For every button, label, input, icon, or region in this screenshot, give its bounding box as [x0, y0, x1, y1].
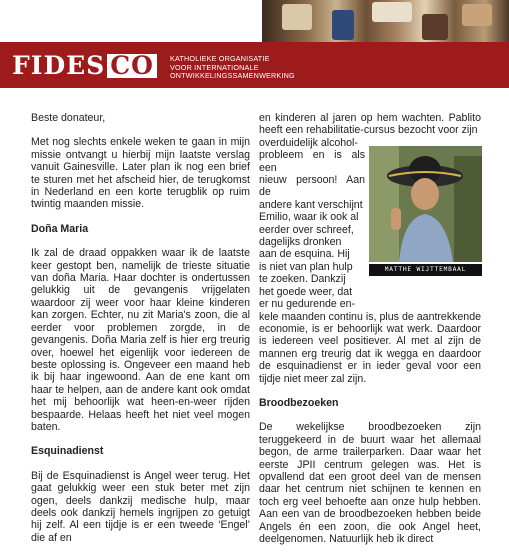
section-heading-broodbezoeken: Broodbezoeken — [259, 396, 339, 409]
org-line-3: ONTWIKKELINGSSAMENWERKING — [170, 71, 295, 81]
wrap-line: eerder over schreef, — [259, 223, 354, 236]
fidesco-logo — [12, 51, 157, 80]
intro-paragraph: Met nog slechts enkele weken te gaan in mijn missie ontvangt u hierbij mijn laatste verslag vanuit Gainesville. Later plan ik nog een brief te sturen met het afscheid hier, de terugkomst in Nederland en een korte terugblik op ruim twintig maanden missie. — [31, 136, 250, 211]
wrap-line: is niet van plan hulp — [259, 260, 353, 273]
left-column — [31, 112, 250, 556]
wrap-line: probleem en is als een — [259, 149, 365, 174]
portrait-image — [369, 146, 482, 262]
section-heading-dona-maria: Doña Maria — [31, 222, 89, 235]
portrait-photo — [369, 146, 482, 276]
photo-caption: MATTHE WIJTTEMBAAL — [369, 264, 482, 276]
right-column-top-text: en kinderen al jaren op hem wachten. Pablito heeft een rehabilitatie-cursus bezocht voor zijn — [259, 112, 481, 137]
broodbezoeken-paragraph: De wekelijkse broodbezoeken zijn teruggekeerd in de buurt waar het allemaal begon, de arme trailerparken. Daar waar het eerste JPII centrum gelegen was. Het is opvallend dat een groot deel van de mensen daar het centrum niet schijnen te kennen en toch erg veel behoefte aan onze hulp hebben. Aan een van de broodbezoeken hebben beide Angels én een zoon, die ook Angel heet, deelgenomen. Natuurlijk heb ik direct — [259, 421, 481, 545]
esquina-continuation-paragraph: kele maanden continu is, plus de aantrekkende economie, is er behoorlijk wat werk. Daardoor is iedereen veel positiever. Al met al zijn de mannen erg treurig dat ik wegga en daardoor de esquinadienst er in ieder geval voor een tijdje niet meer zal zijn. — [259, 310, 481, 385]
esquinadienst-paragraph: Bij de Esquinadienst is Angel weer terug. Het gaat gelukkig weer een stuk beter met zijn ogen, deels dankzij medische hulp, maar deels ook dankzij hemels ingrijpen zo getuigt hij zelf. Al een tijdje is er een tweede ‘Engel’ die af en — [31, 469, 250, 544]
wrap-line: aan de esquina. Hij — [259, 248, 350, 261]
header-photo — [262, 0, 509, 42]
org-line-1: KATHOLIEKE ORGANISATIE — [170, 54, 270, 63]
org-line-2: VOOR INTERNATIONALE — [170, 62, 259, 72]
dona-maria-paragraph: Ik zal de draad oppakken waar ik de laatste keer gestopt ben, namelijk de trieste situatie van doña Maria. Haar dochter is ondertussen gelukkig uit de gevangenis vrijgelaten waardoor zij weer voor haar kleine kinderen kan zorgen. Echter, nu zit Maria's zoon, die al eerder voor problemen zorgde, in de gevangenis. Doña Maria zelf is hier erg treurig over, hoewel het eigenlijk voor iedereen de beste oplossing is. Ongeveer een maand heb ik bij haar ingewoond. Aan de ene kant om haar te helpen, aan de andere kant ook omdat het mij behoorlijk wat heen-en-weer rijden bespaarde. Helaas heeft het niet veel mogen baten. — [31, 247, 250, 433]
wrap-line: nieuw persoon! Aan de — [259, 174, 365, 199]
organisation-subtitle — [170, 55, 295, 81]
greeting: Beste donateur, — [31, 112, 106, 124]
portrait-illustration — [369, 146, 482, 262]
logo-text-co: CO — [107, 54, 157, 78]
wrap-line: andere kant verschijnt — [259, 198, 363, 211]
wrap-line: te zoeken. Dankzij — [259, 273, 346, 286]
wrap-line: er nu gedurende en- — [259, 298, 356, 311]
wrap-line: het goede weer, dat — [259, 285, 353, 298]
wrap-line: Emilio, waar ik ook al — [259, 211, 359, 224]
section-heading-esquinadienst: Esquinadienst — [31, 445, 104, 458]
wrap-line: overduidelijk alcohol- — [259, 136, 358, 149]
logo-text-fides: FIDES — [12, 51, 106, 80]
wrapped-text-block — [259, 137, 365, 311]
wrap-line: dagelijks dronken — [259, 236, 342, 249]
